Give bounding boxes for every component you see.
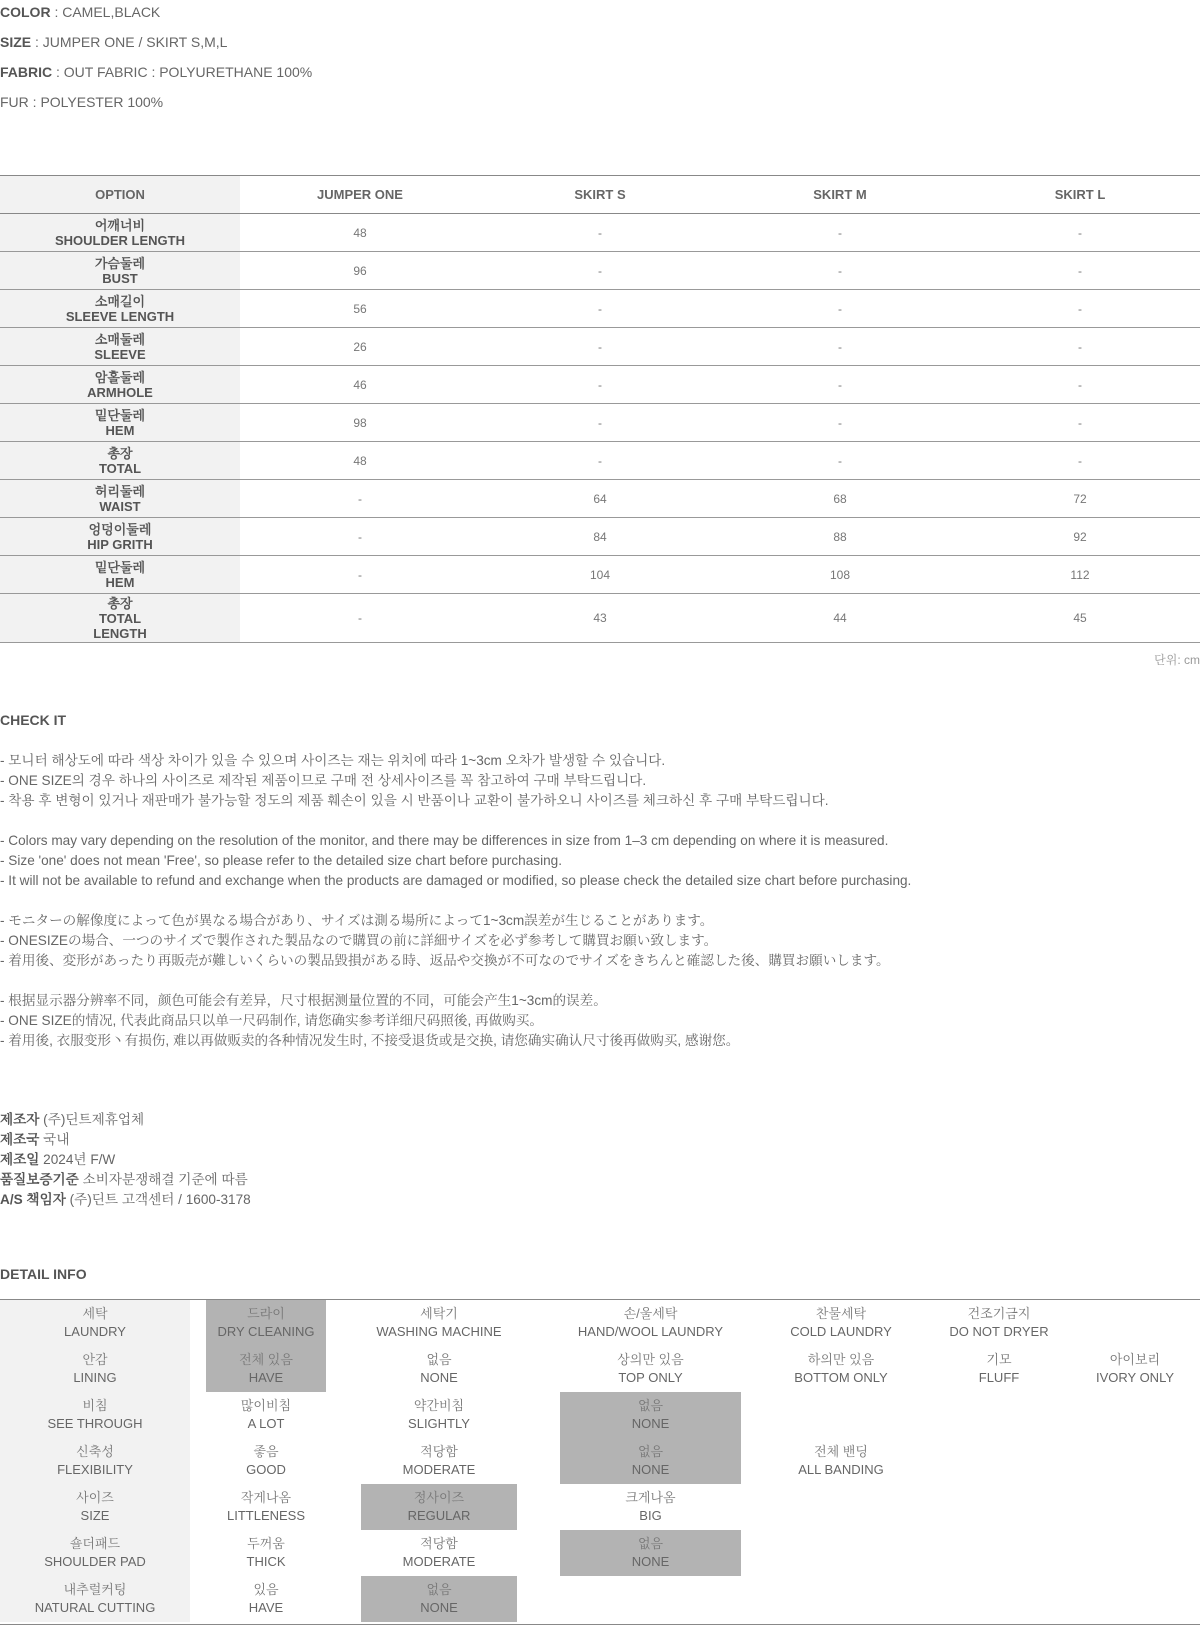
- detail-head-en: SEE THROUGH: [47, 1416, 143, 1431]
- table-row: [0, 480, 1200, 518]
- row-label-en: SLEEVE LENGTH: [65, 308, 175, 324]
- detail-option-en: WASHING MACHINE: [376, 1324, 502, 1339]
- detail-option-ko: 두꺼움: [247, 1536, 285, 1551]
- detail-option-en: NONE: [631, 1462, 670, 1477]
- unit-note: 단위: cm: [1154, 653, 1200, 667]
- row-label-en: SHOULDER LENGTH: [55, 232, 185, 248]
- spec-size: SIZE : JUMPER ONE / SKIRT S,M,L: [0, 34, 228, 50]
- detail-option-en: REGULAR: [407, 1508, 471, 1523]
- note-line: - ONE SIZE的情况, 代表此商品只以单一尺码制作, 请您确实参考详细尺码照後, 再做购买。: [0, 1013, 544, 1028]
- detail-row-head: [0, 1300, 190, 1346]
- row-label-ko: 밑단둘레: [94, 559, 146, 575]
- maker-row: [0, 1190, 251, 1210]
- table-cell: -: [480, 366, 720, 404]
- detail-option-ko: 기모: [986, 1352, 1012, 1367]
- detail-option-en: NONE: [631, 1554, 670, 1569]
- row-label: [0, 252, 240, 290]
- maker-row: [0, 1150, 251, 1170]
- detail-option: [925, 1300, 1073, 1346]
- detail-row-head: [0, 1484, 190, 1530]
- detail-option-ko: 많이비침: [240, 1398, 292, 1413]
- table-cell: 44: [720, 594, 960, 643]
- detail-option: [361, 1438, 517, 1484]
- row-label-en: WAIST: [99, 498, 141, 514]
- detail-row-head: [0, 1438, 190, 1484]
- detail-option-en: NONE: [420, 1370, 458, 1385]
- note-line: - 모니터 해상도에 따라 색상 차이가 있을 수 있으며 사이즈는 재는 위치에 따라 1~3cm 오차가 발생할 수 있습니다.: [0, 753, 666, 768]
- table-cell: 88: [720, 518, 960, 556]
- detail-option-en: A LOT: [247, 1416, 285, 1431]
- table-row: [0, 442, 1200, 480]
- maker-row: [0, 1170, 251, 1190]
- row-label-ko: 소매길이: [94, 293, 146, 309]
- check-it-notes: [0, 751, 911, 1051]
- detail-option: [361, 1392, 517, 1438]
- detail-option-ko: 전체 밴딩: [814, 1444, 868, 1459]
- detail-row-head: [0, 1346, 190, 1392]
- table-cell: -: [480, 252, 720, 290]
- detail-option-selected: [560, 1530, 741, 1576]
- detail-option-ko: 없음: [637, 1536, 664, 1551]
- row-label-ko: 엉덩이둘레: [88, 521, 152, 537]
- table-cell: -: [240, 480, 480, 518]
- table-cell: -: [480, 442, 720, 480]
- detail-option-ko: 적당함: [420, 1536, 458, 1551]
- detail-option-ko: 크게나옴: [625, 1490, 676, 1505]
- note-line: - 着用後、変形があったり再販売が難しいくらいの製品毀損がある時、返品や交換が不可なのでサイズをきちんと確認した後、購買お願いします。: [0, 953, 890, 968]
- row-label-en: TOTAL LENGTH: [93, 610, 147, 641]
- row-label: [0, 480, 240, 518]
- spec-fur: FUR : POLYESTER 100%: [0, 94, 164, 110]
- table-cell: 26: [240, 328, 480, 366]
- detail-option-selected: [560, 1392, 741, 1438]
- note-line: - It will not be available to refund and exchange when the products are damaged or modified, so please check the detailed size chart before purchasing.: [0, 873, 912, 888]
- table-cell: -: [720, 252, 960, 290]
- detail-option: [361, 1300, 517, 1346]
- table-row: [0, 556, 1200, 594]
- detail-option-selected: [361, 1576, 517, 1622]
- detail-option: [361, 1346, 517, 1392]
- detail-option-ko: 없음: [637, 1444, 664, 1459]
- table-cell: -: [960, 214, 1200, 252]
- detail-head-ko: 비침: [82, 1398, 108, 1413]
- row-label-ko: 가슴둘레: [94, 255, 146, 271]
- detail-option-en: NONE: [631, 1416, 670, 1431]
- table-cell: 92: [960, 518, 1200, 556]
- detail-option: [741, 1346, 941, 1392]
- detail-head-ko: 신축성: [76, 1444, 114, 1459]
- detail-option-en: HAVE: [248, 1370, 284, 1385]
- detail-row-head: [0, 1392, 190, 1438]
- table-cell: -: [720, 442, 960, 480]
- detail-option: [1070, 1346, 1200, 1392]
- table-cell: -: [960, 404, 1200, 442]
- detail-option-en: MODERATE: [402, 1554, 476, 1569]
- detail-option-selected: [560, 1438, 741, 1484]
- row-label-ko: 암홀둘레: [94, 369, 146, 385]
- table-cell: 68: [720, 480, 960, 518]
- detail-option-ko: 있음: [253, 1582, 279, 1597]
- spec-color: COLOR : CAMEL,BLACK: [0, 4, 161, 20]
- table-cell: 56: [240, 290, 480, 328]
- detail-option: [741, 1300, 941, 1346]
- detail-option-en: FLUFF: [978, 1370, 1020, 1385]
- table-row: [0, 404, 1200, 442]
- table-cell: -: [960, 442, 1200, 480]
- row-label-ko: 밑단둘레: [94, 407, 146, 423]
- detail-option-en: TOP ONLY: [618, 1370, 683, 1385]
- table-cell: -: [240, 556, 480, 594]
- detail-option-ko: 적당함: [420, 1444, 458, 1459]
- detail-option-selected: [361, 1484, 517, 1530]
- table-cell: 64: [480, 480, 720, 518]
- maker-info: [0, 1110, 251, 1210]
- size-table-header: [0, 176, 1200, 214]
- detail-option: [560, 1346, 741, 1392]
- table-cell: -: [240, 594, 480, 643]
- detail-option-ko: 건조기금지: [967, 1306, 1031, 1321]
- table-cell: 72: [960, 480, 1200, 518]
- maker-row: [0, 1130, 251, 1150]
- detail-option-en: LITTLENESS: [226, 1508, 306, 1523]
- row-label-en: SLEEVE: [94, 346, 146, 362]
- detail-head-ko: 내추럴커팅: [63, 1582, 127, 1597]
- table-row: [0, 594, 1200, 643]
- table-row: [0, 366, 1200, 404]
- note-spacer: [0, 891, 911, 911]
- note-line: - ONE SIZE의 경우 하나의 사이즈로 제작된 제품이므로 구매 전 상세사이즈를 꼭 참고하여 구매 부탁드립니다.: [0, 773, 647, 788]
- detail-option-ko: 정사이즈: [413, 1490, 465, 1505]
- table-cell: 112: [960, 556, 1200, 594]
- maker-value: (주)딘트제휴업체: [39, 1112, 145, 1127]
- detail-option-ko: 아이보리: [1109, 1352, 1161, 1367]
- table-cell: -: [480, 404, 720, 442]
- detail-option-en: THICK: [246, 1554, 286, 1569]
- detail-option-ko: 없음: [426, 1582, 452, 1597]
- maker-value: 국내: [39, 1132, 70, 1147]
- row-label-ko: 어깨너비: [94, 217, 146, 233]
- row-label: [0, 328, 240, 366]
- detail-info-title: DETAIL INFO: [0, 1266, 87, 1282]
- detail-option-en: HAND/WOOL LAUNDRY: [577, 1324, 724, 1339]
- spec-fabric: FABRIC : OUT FABRIC : POLYURETHANE 100%: [0, 64, 313, 80]
- table-cell: 48: [240, 442, 480, 480]
- detail-option-en: DRY CLEANING: [217, 1324, 315, 1339]
- check-it-title: CHECK IT: [0, 712, 67, 728]
- detail-head-en: LAUNDRY: [64, 1324, 126, 1339]
- row-label: [0, 404, 240, 442]
- maker-value: (주)딘트 고객센터 / 1600-3178: [65, 1192, 251, 1207]
- detail-head-en: NATURAL CUTTING: [34, 1600, 156, 1615]
- detail-option: [206, 1438, 326, 1484]
- header-jumper-one: JUMPER ONE: [240, 176, 480, 214]
- table-cell: -: [960, 328, 1200, 366]
- header-skirt-m: SKIRT M: [720, 176, 960, 214]
- detail-option-en: ALL BANDING: [798, 1462, 884, 1477]
- detail-option-ko: 좋음: [253, 1444, 279, 1459]
- note-line: - Colors may vary depending on the resolution of the monitor, and there may be differences in size from 1–3 cm depending on where it is measured.: [0, 833, 889, 848]
- table-row: [0, 328, 1200, 366]
- detail-head-ko: 세탁: [82, 1306, 108, 1321]
- detail-option: [925, 1346, 1073, 1392]
- table-cell: -: [960, 366, 1200, 404]
- detail-option: [560, 1300, 741, 1346]
- table-cell: -: [720, 366, 960, 404]
- detail-option-ko: 작게나옴: [240, 1490, 292, 1505]
- detail-head-en: FLEXIBILITY: [57, 1462, 133, 1477]
- detail-head-ko: 사이즈: [76, 1490, 114, 1505]
- detail-row-head: [0, 1530, 190, 1576]
- detail-head-en: LINING: [73, 1370, 117, 1385]
- row-label: [0, 442, 240, 480]
- row-label-ko: 총장: [107, 595, 133, 611]
- table-cell: -: [720, 214, 960, 252]
- detail-option-en: BIG: [639, 1508, 662, 1523]
- detail-option-en: IVORY ONLY: [1095, 1370, 1175, 1385]
- detail-option-en: BOTTOM ONLY: [794, 1370, 888, 1385]
- table-cell: 96: [240, 252, 480, 290]
- detail-option-ko: 상의만 있음: [617, 1352, 684, 1367]
- table-cell: 43: [480, 594, 720, 643]
- detail-option-ko: 드라이: [247, 1306, 285, 1321]
- table-cell: -: [480, 290, 720, 328]
- detail-option-en: MODERATE: [402, 1462, 476, 1477]
- row-label-en: BUST: [102, 270, 138, 286]
- table-cell: -: [720, 404, 960, 442]
- maker-label: A/S 책임자: [0, 1192, 66, 1207]
- table-row: [0, 214, 1200, 252]
- detail-option: [206, 1392, 326, 1438]
- detail-option: [741, 1438, 941, 1484]
- row-label-ko: 총장: [107, 445, 133, 461]
- table-row: [0, 252, 1200, 290]
- row-label: [0, 594, 240, 643]
- table-cell: 108: [720, 556, 960, 594]
- note-spacer: [0, 811, 911, 831]
- row-label-ko: 허리둘레: [94, 483, 146, 499]
- detail-option: [206, 1576, 326, 1622]
- maker-value: 소비자분쟁해결 기준에 따름: [78, 1172, 248, 1187]
- table-cell: -: [480, 328, 720, 366]
- detail-option-en: HAVE: [248, 1600, 284, 1615]
- header-skirt-s: SKIRT S: [480, 176, 720, 214]
- detail-option-ko: 세탁기: [420, 1306, 458, 1321]
- detail-option-ko: 찬물세탁: [815, 1306, 867, 1321]
- row-label-en: HEM: [105, 422, 135, 438]
- detail-option-ko: 없음: [426, 1352, 452, 1367]
- detail-option: [206, 1484, 326, 1530]
- table-cell: -: [480, 214, 720, 252]
- maker-value: 2024년 F/W: [39, 1152, 116, 1167]
- detail-option-en: NONE: [420, 1600, 458, 1615]
- detail-option-en: COLD LAUNDRY: [790, 1324, 892, 1339]
- row-label: [0, 290, 240, 328]
- detail-option-ko: 하의만 있음: [807, 1352, 875, 1367]
- row-label-en: TOTAL: [98, 460, 142, 476]
- detail-row-head: [0, 1576, 190, 1622]
- detail-option-selected: [206, 1346, 326, 1392]
- row-label: [0, 366, 240, 404]
- maker-row: [0, 1110, 251, 1130]
- detail-info-grid: [0, 1299, 1200, 1625]
- detail-head-en: SIZE: [80, 1508, 110, 1523]
- detail-option: [361, 1530, 517, 1576]
- table-cell: 45: [960, 594, 1200, 643]
- table-row: [0, 290, 1200, 328]
- table-cell: 98: [240, 404, 480, 442]
- maker-label: 품질보증기준: [0, 1172, 79, 1187]
- table-row: [0, 518, 1200, 556]
- detail-option-ko: 없음: [637, 1398, 664, 1413]
- note-line: - モニターの解像度によって色が異なる場合があり、サイズは測る場所によって1~3cm誤差が生じることがあります。: [0, 913, 714, 928]
- row-label-en: ARMHOLE: [87, 384, 153, 400]
- note-line: - 착용 후 변형이 있거나 재판매가 불가능할 정도의 제품 훼손이 있을 시 반품이나 교환이 불가하오니 사이즈를 체크하신 후 구매 부탁드립니다.: [0, 793, 829, 808]
- row-label-en: HIP GRITH: [87, 536, 153, 552]
- maker-label: 제조일: [0, 1152, 40, 1167]
- row-label-en: HEM: [105, 574, 135, 590]
- table-cell: 84: [480, 518, 720, 556]
- header-skirt-l: SKIRT L: [960, 176, 1200, 214]
- table-cell: 46: [240, 366, 480, 404]
- note-line: - Size 'one' does not mean 'Free', so please refer to the detailed size chart before purchasing.: [0, 853, 563, 868]
- note-spacer: [0, 971, 911, 991]
- table-cell: 48: [240, 214, 480, 252]
- table-cell: 104: [480, 556, 720, 594]
- note-line: - 根据显示器分辨率不同，颜色可能会有差异，尺寸根据测量位置的不同，可能会产生1~3cm的误差。: [0, 993, 607, 1008]
- detail-option-ko: 약간비침: [413, 1398, 465, 1413]
- table-cell: -: [240, 518, 480, 556]
- detail-option-en: SLIGHTLY: [408, 1416, 470, 1431]
- detail-option-selected: [206, 1300, 326, 1346]
- table-cell: -: [720, 328, 960, 366]
- header-option: OPTION: [0, 176, 240, 214]
- table-cell: -: [720, 290, 960, 328]
- maker-label: 제조자: [0, 1112, 40, 1127]
- row-label: [0, 556, 240, 594]
- table-cell: -: [960, 290, 1200, 328]
- detail-option-ko: 손/울세탁: [623, 1306, 678, 1321]
- maker-label: 제조국: [0, 1132, 40, 1147]
- note-line: - 着用後, 衣服变形丶有损伤, 难以再做贩卖的各种情况发生时, 不接受退货或是交换, 请您确实确认尺寸後再做购买, 感谢您。: [0, 1033, 740, 1048]
- detail-option: [560, 1484, 741, 1530]
- detail-option-ko: 전체 있음: [239, 1352, 293, 1367]
- row-label: [0, 214, 240, 252]
- row-label-ko: 소매둘레: [94, 331, 146, 347]
- table-cell: -: [960, 252, 1200, 290]
- detail-head-ko: 안감: [82, 1352, 108, 1367]
- detail-option: [206, 1530, 326, 1576]
- detail-option-en: DO NOT DRYER: [949, 1324, 1049, 1339]
- detail-head-ko: 숄더패드: [69, 1536, 121, 1551]
- note-line: - ONESIZEの場合、一つのサイズで製作された製品なので購買の前に詳細サイズを必ず参考して購買お願い致します。: [0, 933, 718, 948]
- detail-head-en: SHOULDER PAD: [44, 1554, 146, 1569]
- row-label: [0, 518, 240, 556]
- detail-option-en: GOOD: [246, 1462, 286, 1477]
- size-table: [0, 175, 1200, 643]
